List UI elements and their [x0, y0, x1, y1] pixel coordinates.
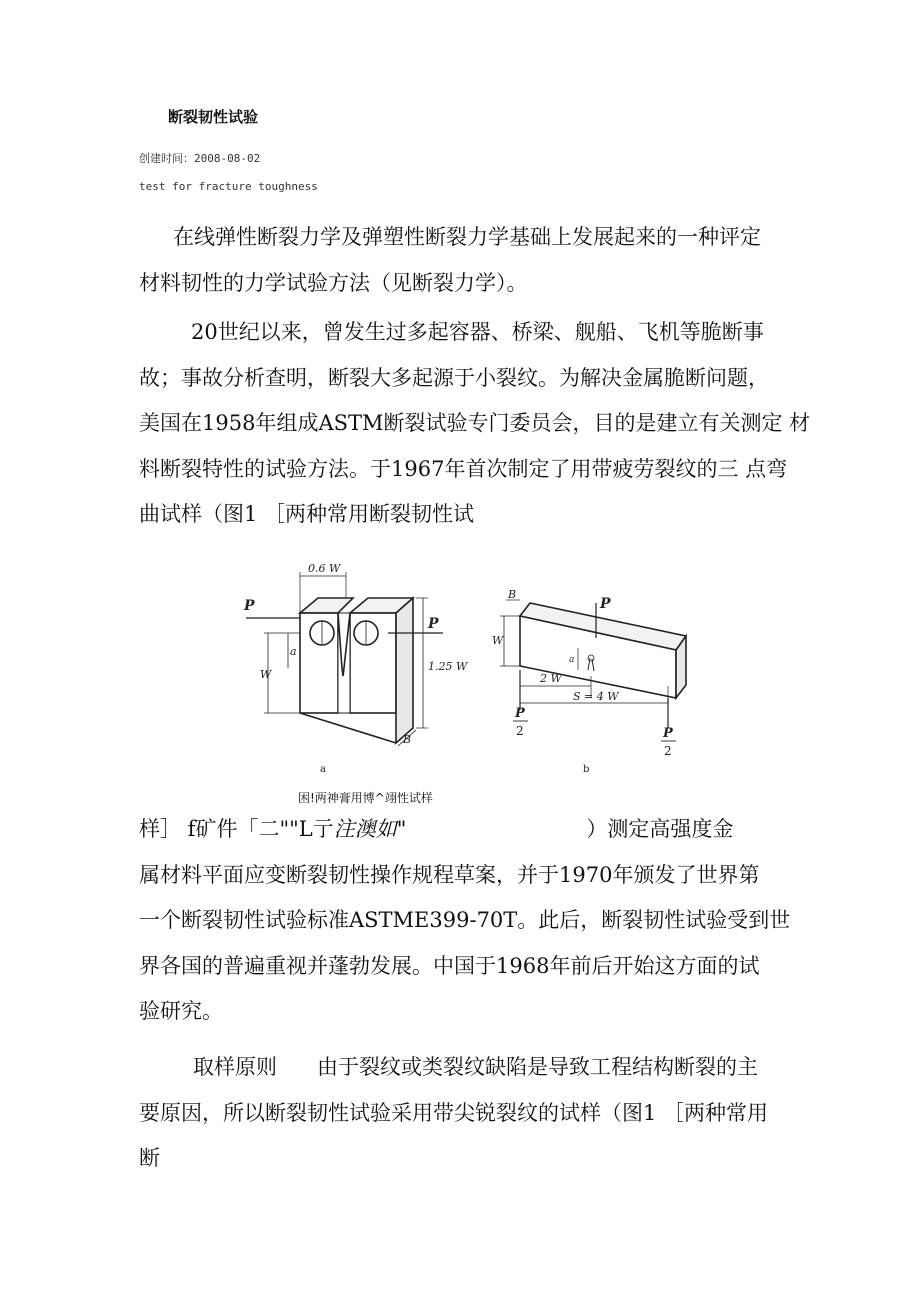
label-a: a — [569, 655, 575, 665]
section-heading: 取样原则 — [193, 1055, 277, 1079]
figure-caption: 困!两神膏用博^翊性试样 — [298, 791, 433, 805]
text-line: 故；事故分析查明，断裂大多起源于小裂纹。为解决金属脆断问题， — [139, 365, 769, 390]
text-fragment: 由于裂纹或类裂纹缺陷是导致工程结构断裂的主 — [317, 1055, 758, 1079]
label-1-25w: 1.25 W — [428, 660, 468, 673]
text-line: 验研究。 — [139, 999, 223, 1023]
paragraph-history — [139, 310, 811, 538]
paragraph-intro — [139, 215, 789, 306]
text-line: 在线弹性断裂力学及弹塑性断裂力学基础上发展起来的一种评定 — [173, 225, 761, 249]
label-p-half-right-den: 2 — [664, 744, 672, 758]
compact-tension-specimen — [246, 572, 443, 746]
text-line: 料断裂特性的试验方法。于1967年首次制定了用带疲劳裂纹的三 点弯 — [139, 456, 788, 481]
text-line: 一个断裂韧性试验标准ASTME399-70T。此后，断裂韧性试验受到世 — [139, 908, 791, 932]
text-fragment: 注澳如" — [333, 817, 407, 841]
specimen-figure — [238, 558, 698, 808]
label-w: W — [260, 668, 272, 681]
label-p-half-left-den: 2 — [516, 724, 524, 738]
text-line: 界各国的普遍重视并蓬勃发展。中国于1968年前后开始这方面的试 — [139, 953, 760, 978]
text-line: 属材料平面应变断裂韧性操作规程草案，并于1970年颁发了世界第 — [139, 862, 760, 887]
text-line: 材料韧性的力学试验方法（见断裂力学）。 — [139, 270, 528, 295]
sub-label-b: b — [583, 764, 590, 775]
text-line: 美国在1958年组成ASTM断裂试验专门委员会，目的是建立有关测定 材 — [139, 411, 811, 435]
sub-label-a: a — [320, 764, 326, 775]
doc-title: 断裂韧性试验 — [168, 108, 259, 126]
label-w: W — [492, 634, 504, 647]
text-line: 断 — [139, 1146, 160, 1170]
label-p-left: P — [244, 598, 255, 614]
label-0-6w: 0.6 W — [308, 562, 341, 575]
text-line: 要原因，所以断裂韧性试验采用带尖锐裂纹的试样（图1 ［两种常用 — [139, 1100, 769, 1125]
label-s-4w: S = 4 W — [573, 690, 619, 703]
text-line: 20世纪以来，曾发生过多起容器、桥梁、舰船、飞机等脆断事 — [191, 320, 764, 344]
label-b: B — [508, 588, 517, 601]
text-fragment: ）测定高强度金 — [586, 817, 734, 841]
specimen-diagram — [238, 558, 698, 788]
text-line — [139, 807, 789, 853]
label-p-right: P — [428, 616, 439, 632]
label-p-half-left-num: P — [515, 706, 525, 721]
label-p-top: P — [600, 596, 611, 612]
label-a: a — [290, 645, 297, 658]
created-date: 创建时间：2008-08-02 — [139, 152, 261, 165]
three-point-bend-specimen — [500, 600, 686, 741]
paragraph-standard — [139, 807, 789, 1035]
text-fragment: 样］ f矿件「二""L亍 — [139, 817, 334, 841]
english-title: test for fracture toughness — [139, 180, 318, 193]
label-p-half-right-num: P — [663, 726, 673, 741]
label-b: B — [403, 733, 412, 746]
paragraph-sampling — [139, 1045, 789, 1182]
label-2w: 2 W — [540, 672, 562, 685]
text-line: 曲试样（图1 ［两种常用断裂韧性试 — [139, 502, 475, 526]
text-line — [139, 1045, 789, 1091]
